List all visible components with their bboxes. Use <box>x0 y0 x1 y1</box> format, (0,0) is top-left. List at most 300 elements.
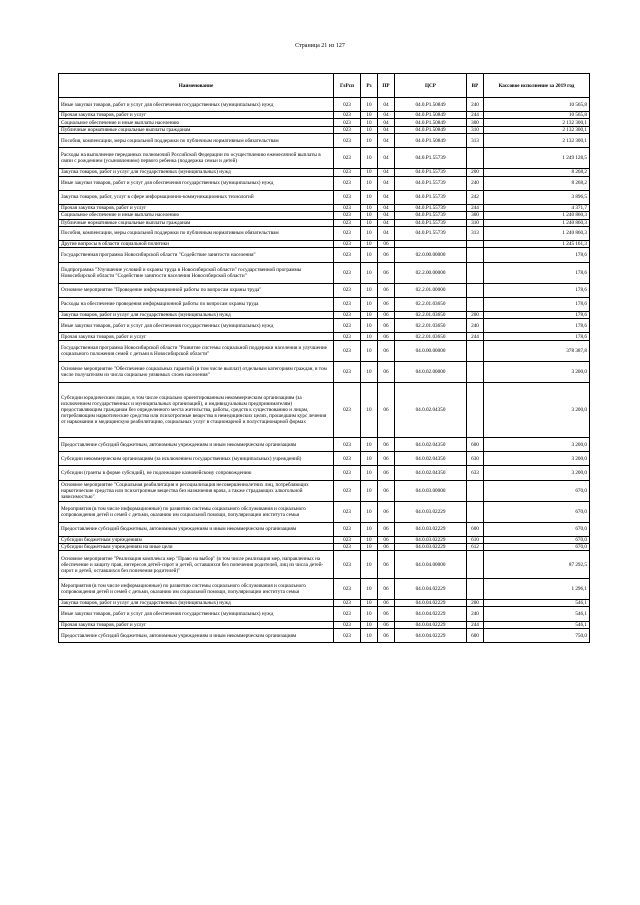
cell-rz: 10 <box>361 212 378 219</box>
cell-pr: 06 <box>378 452 395 466</box>
cell-grp: 023 <box>334 333 361 340</box>
cell-amount: 10 565,8 <box>484 98 590 112</box>
header-pr: ПР <box>378 74 395 98</box>
cell-pr: 06 <box>378 551 395 579</box>
cell-pr: 04 <box>378 112 395 119</box>
header-csr: ЦСР <box>395 74 467 98</box>
cell-amount: 546,1 <box>484 600 590 607</box>
cell-vr: 200 <box>467 600 484 607</box>
cell-csr: 04.0.P1.55739 <box>395 169 467 176</box>
cell-name: Иные закупки товаров, работ и услуг для обеспечения государственных (муниципальных) нужд <box>59 98 334 112</box>
cell-vr: 244 <box>467 112 484 119</box>
cell-csr: 04.0.P1.55739 <box>395 219 467 226</box>
table-row <box>59 176 590 190</box>
table-row <box>59 190 590 204</box>
cell-grp: 023 <box>334 607 361 621</box>
cell-amount: 1 240 860,3 <box>484 226 590 240</box>
cell-vr <box>467 262 484 283</box>
cell-name: Прочая закупка товаров, работ и услуг <box>59 333 334 340</box>
table-row <box>59 148 590 169</box>
cell-vr <box>467 361 484 382</box>
cell-pr: 06 <box>378 311 395 318</box>
cell-name: Иные закупки товаров, работ и услуг для обеспечения государственных (муниципальных) нужд <box>59 607 334 621</box>
table-body <box>59 98 590 643</box>
cell-grp: 023 <box>334 340 361 361</box>
cell-pr: 04 <box>378 204 395 211</box>
cell-pr: 06 <box>378 382 395 437</box>
cell-grp: 023 <box>334 176 361 190</box>
cell-amount: 670,0 <box>484 544 590 551</box>
budget-table <box>58 73 590 643</box>
cell-csr: 04.0.P1.50849 <box>395 126 467 133</box>
cell-rz: 10 <box>361 536 378 543</box>
cell-csr: 04.0.03.02229 <box>395 501 467 522</box>
cell-csr: 04.0.P1.55739 <box>395 204 467 211</box>
cell-amount: 4 371,7 <box>484 204 590 211</box>
table-row <box>59 551 590 579</box>
cell-amount: 546,1 <box>484 621 590 628</box>
cell-pr: 06 <box>378 361 395 382</box>
cell-amount: 1 249 128,5 <box>484 148 590 169</box>
cell-rz: 10 <box>361 501 378 522</box>
cell-grp: 023 <box>334 204 361 211</box>
cell-name: Иные закупки товаров, работ и услуг для обеспечения государственных (муниципальных) нужд <box>59 319 334 333</box>
cell-rz: 10 <box>361 607 378 621</box>
cell-csr: 04.0.04.02229 <box>395 600 467 607</box>
cell-name: Основное мероприятие "Социальная реабилитация и ресоциализация несовершеннолетних лиц, потребляющих наркотические средства или психотропные вещества без назначения врача, а также страдающих алкогольной зависимостью" <box>59 480 334 501</box>
header-name: Наименование <box>59 74 334 98</box>
cell-pr: 06 <box>378 319 395 333</box>
cell-rz: 10 <box>361 219 378 226</box>
cell-vr: 244 <box>467 333 484 340</box>
cell-csr: 02.2.01.03650 <box>395 333 467 340</box>
cell-pr: 06 <box>378 480 395 501</box>
cell-grp: 023 <box>334 262 361 283</box>
page-header: Страница 21 из 127 <box>295 43 345 49</box>
cell-name: Субсидии (гранты в форме субсидий), не подлежащие казначейскому сопровождению <box>59 466 334 480</box>
cell-name: Другие вопросы в области социальной политики <box>59 241 334 248</box>
cell-csr: 04.0.03.02229 <box>395 544 467 551</box>
cell-grp: 023 <box>334 126 361 133</box>
cell-rz: 10 <box>361 311 378 318</box>
table-row <box>59 382 590 437</box>
cell-csr: 02.2.01.03650 <box>395 319 467 333</box>
cell-amount: 178,6 <box>484 311 590 318</box>
cell-grp: 023 <box>334 119 361 126</box>
cell-csr: 04.0.03.02229 <box>395 536 467 543</box>
table-row <box>59 119 590 126</box>
cell-csr: 04.0.P1.55739 <box>395 212 467 219</box>
cell-amount: 8 268,2 <box>484 176 590 190</box>
cell-vr <box>467 480 484 501</box>
cell-amount: 3 200,0 <box>484 361 590 382</box>
cell-csr: 04.0.P1.55739 <box>395 148 467 169</box>
cell-pr: 06 <box>378 600 395 607</box>
cell-rz: 10 <box>361 297 378 311</box>
cell-amount: 10 565,8 <box>484 112 590 119</box>
cell-amount: 1 245 161,3 <box>484 241 590 248</box>
cell-pr: 06 <box>378 248 395 262</box>
cell-amount: 3 200,0 <box>484 437 590 451</box>
cell-csr: 02.2.01.03650 <box>395 311 467 318</box>
cell-name: Субсидии бюджетным учреждениям на иные цели <box>59 544 334 551</box>
cell-grp: 023 <box>334 283 361 297</box>
cell-rz: 10 <box>361 551 378 579</box>
cell-grp: 023 <box>334 579 361 600</box>
cell-amount: 178,6 <box>484 333 590 340</box>
cell-name: Социальное обеспечение и иные выплаты населению <box>59 119 334 126</box>
cell-vr: 313 <box>467 226 484 240</box>
cell-vr: 244 <box>467 204 484 211</box>
cell-vr: 310 <box>467 219 484 226</box>
cell-amount: 1 240 860,3 <box>484 212 590 219</box>
cell-amount: 750,0 <box>484 628 590 642</box>
cell-csr: 04.0.P1.50849 <box>395 134 467 148</box>
cell-name: Субсидии юридическим лицам, в том числе социально ориентированным некоммерческим организациям (за исключением государственных и муниципальных организаций), и индивидуальным предпринимателям) предоставляющим гражданам без определенного места жительства, работы, средств к существованию и лицам, потребляющим наркотические средства или психотропные вещества в немедицинских целях, прошедшим курс лечения от наркомании и медицинскую реабилитацию, социальных услуг в стационарной и полустационарной формах <box>59 382 334 437</box>
table-row <box>59 226 590 240</box>
cell-name: Подпрограмма "Улучшение условий и охраны труда в Новосибирской области" государственной программы Новосибирской области "Содействие занятости населения Новосибирской области" <box>59 262 334 283</box>
cell-grp: 023 <box>334 536 361 543</box>
cell-pr: 04 <box>378 169 395 176</box>
table-row <box>59 452 590 466</box>
cell-name: Пособия, компенсации, меры социальной поддержки по публичным нормативным обязательствам <box>59 226 334 240</box>
cell-rz: 10 <box>361 452 378 466</box>
cell-vr: 200 <box>467 169 484 176</box>
cell-rz: 10 <box>361 119 378 126</box>
table-row <box>59 536 590 543</box>
cell-vr: 630 <box>467 452 484 466</box>
cell-pr: 04 <box>378 190 395 204</box>
cell-csr: 04.0.P1.50849 <box>395 98 467 112</box>
table-row <box>59 333 590 340</box>
cell-pr: 06 <box>378 621 395 628</box>
cell-name: Государственная программа Новосибирской области "Развитие системы социальной поддержки населения и улучшение социального положения семей с детьми в Новосибирской области" <box>59 340 334 361</box>
cell-grp: 023 <box>334 621 361 628</box>
cell-rz: 10 <box>361 333 378 340</box>
cell-rz: 10 <box>361 148 378 169</box>
cell-amount: 1 240 860,3 <box>484 219 590 226</box>
cell-csr: 04.0.04.02229 <box>395 621 467 628</box>
table-row <box>59 283 590 297</box>
cell-csr: 02.0.00.00000 <box>395 248 467 262</box>
cell-pr: 06 <box>378 522 395 536</box>
cell-vr <box>467 148 484 169</box>
cell-csr: 04.0.P1.50849 <box>395 119 467 126</box>
cell-vr: 612 <box>467 544 484 551</box>
cell-name: Мероприятия (в том числе информационные) по развитию системы социального обслуживания и социального сопровождения детей и семей с детьми, оказанию им социальной помощи, популяризации института семьи <box>59 501 334 522</box>
cell-name: Прочая закупка товаров, работ и услуг <box>59 204 334 211</box>
cell-amount: 2 132 300,1 <box>484 126 590 133</box>
cell-csr: 04.0.02.04350 <box>395 437 467 451</box>
cell-rz: 10 <box>361 190 378 204</box>
header-vr: ВР <box>467 74 484 98</box>
cell-name: Основное мероприятие "Обеспечение социальных гарантий (в том числе выплат) отдельным категориям граждан, в том числе получателям из числа социально уязвимых слоев населения" <box>59 361 334 382</box>
cell-rz: 10 <box>361 134 378 148</box>
cell-grp: 023 <box>334 98 361 112</box>
cell-vr <box>467 283 484 297</box>
table-row <box>59 134 590 148</box>
cell-pr: 06 <box>378 297 395 311</box>
cell-rz: 10 <box>361 126 378 133</box>
table-row <box>59 262 590 283</box>
cell-rz: 10 <box>361 579 378 600</box>
cell-vr: 242 <box>467 190 484 204</box>
cell-name: Закупка товаров, работ и услуг для государственных (муниципальных) нужд <box>59 600 334 607</box>
cell-name: Закупка товаров, работ и услуг для государственных (муниципальных) нужд <box>59 169 334 176</box>
cell-rz: 10 <box>361 466 378 480</box>
cell-name: Основное мероприятие "Проведение информационной работы по вопросам охраны труда" <box>59 283 334 297</box>
table-row <box>59 241 590 248</box>
cell-rz: 10 <box>361 437 378 451</box>
table-row <box>59 126 590 133</box>
table-row <box>59 579 590 600</box>
table-row <box>59 437 590 451</box>
cell-amount: 8 268,2 <box>484 169 590 176</box>
cell-name: Публичные нормативные социальные выплаты гражданам <box>59 219 334 226</box>
cell-grp: 023 <box>334 480 361 501</box>
cell-vr: 240 <box>467 607 484 621</box>
cell-amount: 3 200,0 <box>484 452 590 466</box>
cell-rz: 10 <box>361 226 378 240</box>
cell-pr: 06 <box>378 466 395 480</box>
table-row <box>59 628 590 642</box>
cell-csr: 04.0.04.02229 <box>395 579 467 600</box>
cell-rz: 10 <box>361 382 378 437</box>
cell-grp: 023 <box>334 551 361 579</box>
table-row <box>59 112 590 119</box>
cell-rz: 10 <box>361 544 378 551</box>
cell-vr: 310 <box>467 126 484 133</box>
table-row <box>59 466 590 480</box>
cell-amount: 178,6 <box>484 297 590 311</box>
cell-vr: 240 <box>467 176 484 190</box>
cell-pr: 06 <box>378 628 395 642</box>
cell-pr: 04 <box>378 98 395 112</box>
table-header-row <box>59 74 590 98</box>
cell-amount: 3 200,0 <box>484 466 590 480</box>
cell-vr <box>467 297 484 311</box>
cell-vr: 300 <box>467 119 484 126</box>
cell-grp: 023 <box>334 190 361 204</box>
cell-amount: 670,0 <box>484 501 590 522</box>
cell-amount: 670,0 <box>484 536 590 543</box>
cell-vr: 600 <box>467 522 484 536</box>
table-row <box>59 600 590 607</box>
cell-name: Предоставление субсидий бюджетным, автономным учреждениям и иным некоммерческим организациям <box>59 522 334 536</box>
cell-amount: 670,0 <box>484 480 590 501</box>
cell-name: Пособия, компенсации, меры социальной поддержки по публичным нормативным обязательствам <box>59 134 334 148</box>
cell-csr: 04.0.02.04350 <box>395 382 467 437</box>
table-row <box>59 297 590 311</box>
cell-name: Закупка товаров, работ, услуг в сфере информационно-коммуникационных технологий <box>59 190 334 204</box>
cell-vr <box>467 382 484 437</box>
cell-rz: 10 <box>361 204 378 211</box>
cell-name: Предоставление субсидий бюджетным, автономным учреждениям и иным некоммерческим организациям <box>59 628 334 642</box>
table-row <box>59 219 590 226</box>
table-row <box>59 544 590 551</box>
table-row <box>59 501 590 522</box>
cell-grp: 023 <box>334 212 361 219</box>
cell-rz: 10 <box>361 340 378 361</box>
cell-amount: 670,0 <box>484 522 590 536</box>
cell-amount: 378 387,8 <box>484 340 590 361</box>
cell-csr: 04.0.03.00000 <box>395 480 467 501</box>
cell-rz: 10 <box>361 319 378 333</box>
cell-grp: 023 <box>334 112 361 119</box>
cell-pr: 04 <box>378 134 395 148</box>
cell-grp: 023 <box>334 452 361 466</box>
cell-rz: 10 <box>361 176 378 190</box>
table-row <box>59 204 590 211</box>
cell-amount: 2 132 300,1 <box>484 134 590 148</box>
cell-csr: 04.0.P1.50849 <box>395 112 467 119</box>
cell-amount: 3 896,5 <box>484 190 590 204</box>
table-row <box>59 607 590 621</box>
cell-vr: 240 <box>467 98 484 112</box>
cell-rz: 10 <box>361 621 378 628</box>
cell-pr: 06 <box>378 544 395 551</box>
cell-rz: 10 <box>361 98 378 112</box>
cell-csr: 04.0.04.00000 <box>395 551 467 579</box>
table-row <box>59 621 590 628</box>
cell-name: Публичные нормативные социальные выплаты гражданам <box>59 126 334 133</box>
table-row <box>59 98 590 112</box>
cell-name: Расходы на выполнение переданных полномочий Российской Федерации по осуществлению ежемесячной выплаты в связи с рождением (усыновлением) первого ребенка (поддержка семьи и детей) <box>59 148 334 169</box>
cell-vr <box>467 501 484 522</box>
cell-name: Расходы на обеспечение проведения информационной работы по вопросам охраны труда <box>59 297 334 311</box>
cell-csr: 04.0.P1.55739 <box>395 176 467 190</box>
cell-pr: 04 <box>378 219 395 226</box>
cell-grp: 023 <box>334 297 361 311</box>
cell-name: Основное мероприятие "Реализация комплекса мер "Право на выбор" (в том числе реализация мер, направленных на обеспечение и защиту прав, интересов детей-сирот и детей, оставшихся без попечения родителей, лиц из числа детей-сирот и детей, оставшихся без попечения родителей)" <box>59 551 334 579</box>
cell-rz: 10 <box>361 169 378 176</box>
cell-grp: 023 <box>334 134 361 148</box>
cell-vr <box>467 241 484 248</box>
cell-grp: 023 <box>334 466 361 480</box>
cell-rz: 10 <box>361 522 378 536</box>
cell-csr: 02.2.01.03650 <box>395 297 467 311</box>
cell-rz: 10 <box>361 600 378 607</box>
table-row <box>59 248 590 262</box>
cell-csr: 04.0.04.02229 <box>395 628 467 642</box>
cell-name: Закупка товаров, работ и услуг для государственных (муниципальных) нужд <box>59 311 334 318</box>
cell-pr: 06 <box>378 340 395 361</box>
cell-csr: 04.0.00.00000 <box>395 340 467 361</box>
cell-vr: 610 <box>467 536 484 543</box>
header-amount: Кассовое исполнение за 2019 год <box>484 74 590 98</box>
cell-rz: 10 <box>361 241 378 248</box>
cell-vr <box>467 551 484 579</box>
cell-grp: 023 <box>334 226 361 240</box>
cell-csr: 04.0.P1.55739 <box>395 226 467 240</box>
cell-vr <box>467 248 484 262</box>
cell-pr: 04 <box>378 176 395 190</box>
cell-grp: 023 <box>334 241 361 248</box>
cell-csr <box>395 241 467 248</box>
cell-csr: 04.0.04.02229 <box>395 607 467 621</box>
cell-name: Предоставление субсидий бюджетным, автономным учреждениям и иным некоммерческим организациям <box>59 437 334 451</box>
cell-name: Социальное обеспечение и иные выплаты населению <box>59 212 334 219</box>
table-row <box>59 340 590 361</box>
header-rz: Рз <box>361 74 378 98</box>
cell-name: Прочая закупка товаров, работ и услуг <box>59 621 334 628</box>
cell-amount: 3 200,0 <box>484 382 590 437</box>
cell-vr: 633 <box>467 466 484 480</box>
cell-vr: 240 <box>467 319 484 333</box>
cell-csr: 04.0.02.00000 <box>395 361 467 382</box>
cell-amount: 178,6 <box>484 283 590 297</box>
cell-rz: 10 <box>361 480 378 501</box>
cell-pr: 06 <box>378 262 395 283</box>
cell-grp: 023 <box>334 219 361 226</box>
cell-vr: 300 <box>467 212 484 219</box>
cell-name: Субсидии некоммерческим организациям (за исключением государственных (муниципальных) учреждений) <box>59 452 334 466</box>
table-row <box>59 212 590 219</box>
cell-grp: 023 <box>334 600 361 607</box>
cell-amount: 546,1 <box>484 607 590 621</box>
cell-vr: 600 <box>467 437 484 451</box>
cell-amount: 178,6 <box>484 262 590 283</box>
cell-rz: 10 <box>361 248 378 262</box>
cell-rz: 10 <box>361 628 378 642</box>
table-row <box>59 319 590 333</box>
cell-amount: 178,6 <box>484 248 590 262</box>
cell-vr: 600 <box>467 628 484 642</box>
cell-rz: 10 <box>361 112 378 119</box>
cell-grp: 023 <box>334 544 361 551</box>
cell-csr: 02.2.00.00000 <box>395 262 467 283</box>
cell-csr: 02.2.01.00000 <box>395 283 467 297</box>
cell-rz: 10 <box>361 262 378 283</box>
header-grp: ГлРсп <box>334 74 361 98</box>
cell-vr: 313 <box>467 134 484 148</box>
cell-grp: 023 <box>334 437 361 451</box>
cell-name: Государственная программа Новосибирской области "Содействие занятости населения" <box>59 248 334 262</box>
cell-pr: 06 <box>378 501 395 522</box>
cell-csr: 04.0.03.02229 <box>395 522 467 536</box>
cell-pr: 06 <box>378 241 395 248</box>
cell-grp: 023 <box>334 311 361 318</box>
cell-pr: 04 <box>378 119 395 126</box>
cell-pr: 06 <box>378 607 395 621</box>
cell-vr: 244 <box>467 621 484 628</box>
cell-vr: 200 <box>467 311 484 318</box>
cell-amount: 1 296,1 <box>484 579 590 600</box>
table-row <box>59 169 590 176</box>
cell-grp: 023 <box>334 522 361 536</box>
cell-amount: 178,6 <box>484 319 590 333</box>
cell-csr: 04.0.P1.55739 <box>395 190 467 204</box>
cell-name: Субсидии бюджетным учреждениям <box>59 536 334 543</box>
cell-csr: 04.0.02.04350 <box>395 466 467 480</box>
cell-grp: 023 <box>334 169 361 176</box>
cell-pr: 04 <box>378 126 395 133</box>
cell-grp: 023 <box>334 501 361 522</box>
cell-vr <box>467 340 484 361</box>
cell-amount: 2 132 300,1 <box>484 119 590 126</box>
cell-pr: 06 <box>378 283 395 297</box>
table-row <box>59 361 590 382</box>
cell-grp: 023 <box>334 361 361 382</box>
cell-grp: 023 <box>334 628 361 642</box>
cell-name: Прочая закупка товаров, работ и услуг <box>59 112 334 119</box>
cell-grp: 023 <box>334 248 361 262</box>
cell-name: Иные закупки товаров, работ и услуг для обеспечения государственных (муниципальных) нужд <box>59 176 334 190</box>
table-row <box>59 311 590 318</box>
cell-grp: 023 <box>334 382 361 437</box>
cell-pr: 06 <box>378 579 395 600</box>
cell-grp: 023 <box>334 319 361 333</box>
